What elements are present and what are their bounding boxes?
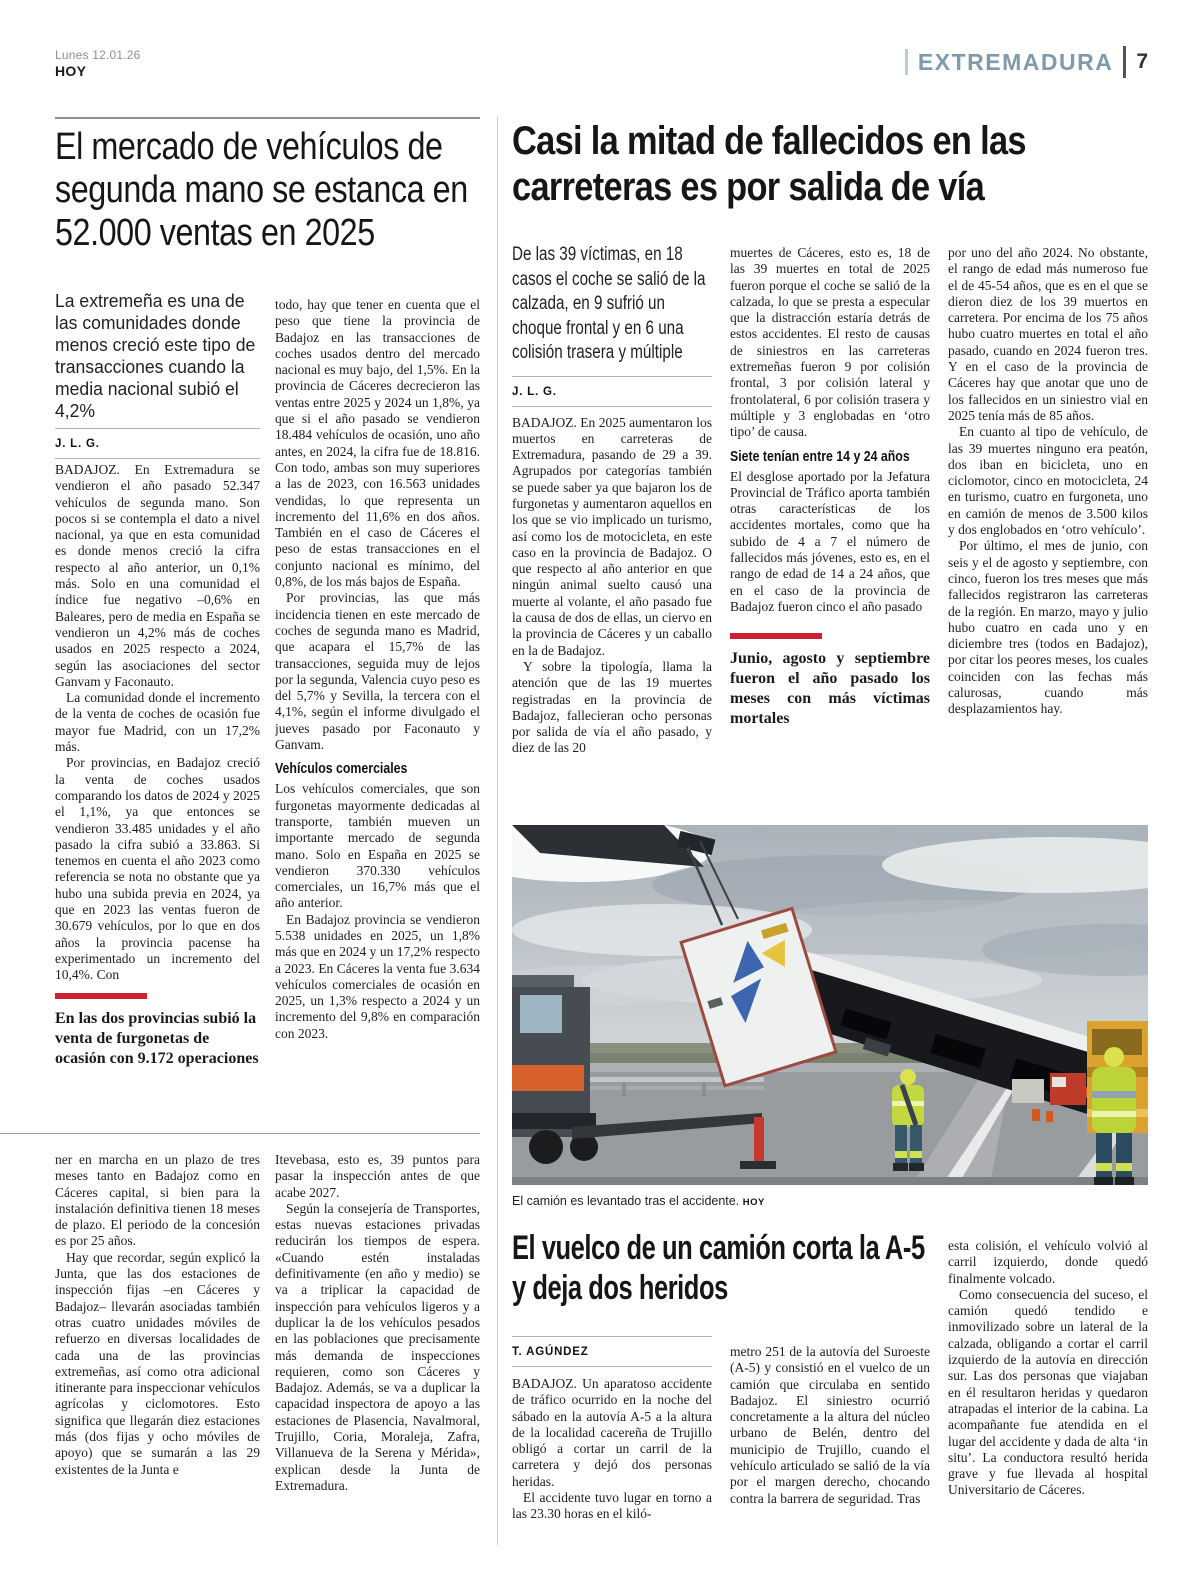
body-paragraph: En cuanto al tipo de vehículo, de las 39 muertes ninguno era peatón, dos iban en bicicleta, uno en ciclomotor, cinco en motocicleta, 24 en turismo, cuatro en furgoneta, uno en camión de menos de 3.500 kilos y dos englobados en ‘otro vehículo’. (948, 424, 1148, 538)
used-cars-subhead: Vehículos comerciales (275, 761, 408, 778)
newspaper-brand: HOY (55, 63, 87, 79)
body-paragraph: BADAJOZ. En 2025 aumentaron los muertos en carreteras de Extremadura, pasando de 29 a 39. Agrupados por categorías también se puede saber ya que bajaron los de furgonetas y aumentaron aquellos en los que se vio implicado un turismo, así como los de motocicleta, en este caso en la provincia de Badajoz. O que respecto al año anterior en que ningún animal suelto causó una muerte al volante, el año pasado fue la causa de dos de ellas, un ciervo en la provincia de Cáceres y un caballo en la de Badajoz. (512, 414, 712, 658)
body-paragraph: metro 251 de la autovía del Suroeste (A-5) y consistió en el vuelco de un camión que circulaba en sentido Badajoz. El siniestro ocurrió concretamente a la altura del núcleo urbano de Belén, dentro del municipio de Trujillo, cuando el vehículo articulado se salió de la vía por el margen derecho, chocando contra la barrera de seguridad. Tras (730, 1344, 930, 1506)
body-paragraph: BADAJOZ. En Extremadura se vendieron el año pasado 52.347 vehículos de segunda mano. Son pocos si se contempla el dato a nivel nacional, ya que en esta comunidad es donde menos creció la cifra respecto al año anterior, un 0,1% más. Solo en una comunidad el índice fue negativo –0,6% en Baleares, pero de media en España se vendieron un 4,2% más de coches usados en 2025 respecto a 2024, según las asociaciones del sector Ganvam y Faconauto. (55, 462, 260, 689)
road-deaths-col3 (948, 245, 1148, 820)
body-paragraph: muertes de Cáceres, esto es, 18 de las 39 muertes en total de 2025 fueron porque el coche se salió de la calzada, lo que se presta a especular que la distracción estaría detrás de estos accidentes. El resto de causas de siniestros en las carreteras extremeñas fueron 9 por colisión frontal, 3 por colisión lateral y frontolateral, 6 por colisión trasera y múltiple y 3 englobadas en ‘otro tipo’ de causa. (730, 245, 930, 440)
road-deaths-byline: J. L. G. (512, 385, 557, 398)
truck-overturn-col1 (512, 1376, 712, 1548)
used-cars-byline: J. L. G. (55, 438, 100, 450)
pull-quote-text: En las dos provincias subió la venta de furgonetas de ocasión con 9.172 operaciones (55, 1010, 259, 1067)
body-paragraph: La comunidad donde el incremento de la venta de coches de ocasión fue mayor fue Madrid, con un 17,2% más. (55, 690, 260, 755)
body-paragraph: En Badajoz provincia se vendieron 5.538 unidades en 2025, un 1,8% más que en 2024 y un 17,2% respecto a 2023. En Cáceres la venta fue 3.634 vehículos comerciales de ocasión en 2025, un 1,3% respecto a 2024 y un incremento del 9,8% en comparación con 2023. (275, 911, 480, 1041)
body-paragraph: Hay que recordar, según explicó la Junta, que las dos estaciones de inspección fijas –en Cáceres y Badajoz– llevarán asociadas también otras cuatro unidades móviles de refuerzo en diversas localidades de cada una de las provincias extremeñas, así como otra adicional itinerante para inspeccionar vehículos agrícolas y ciclomotores. Esto significa que llegarán diez estaciones más (dos fijas y ocho móviles de apoyo) que se sumarán a las 29 existentes de la Junta e (55, 1249, 260, 1477)
body-paragraph: Por último, el mes de junio, con seis y el de agosto y septiembre, con cinco, fueron los tres meses que más fallecidos registraron las carreteras de la región. En marzo, mayo y julio hubo cuatro en cada uno y en diciembre tres (todos en Badajoz), por citar los peores meses, los cuales coinciden con las fechas más calurosas, cuando más desplazamientos hay. (948, 538, 1148, 717)
road-deaths-col2-part1 (730, 245, 930, 441)
body-paragraph: por uno del año 2024. No obstante, el rango de edad más numeroso fue el de 45-54 años, que es en el que se dieron diez de los 39 muertos en carretera. Por encima de los 75 años hubo cuatro muertes en total el año pasado, cuando en 2024 fueron tres. Y en el caso de la provincia de Cáceres hay que anotar que uno de los fallecidos en un siniestro vial en 2025 tenía más de 85 años. (948, 245, 1148, 423)
truck-overturn-col2 (730, 1344, 930, 1550)
section-title: EXTREMADURA (917, 48, 1114, 75)
body-paragraph: Por provincias, las que más incidencia tienen en este mercado de coches de segunda mano es Madrid, que acapara el 15,7% de las transacciones, seguida muy de lejos por la segunda, Valencia cuyo peso es del 5,7% y Sevilla, la tercera con el 4,1%, según el informe divulgado el jueves pasado por Faconauto y Ganvam. (275, 590, 480, 753)
page-date: Lunes 12.01.26 (55, 48, 141, 62)
road-deaths-byline-box (512, 376, 712, 407)
body-paragraph: Y sobre la tipología, llama la atención que de las 19 muertes registradas en la provincia de Badajoz, fallecieran ocho personas por salida de vía el año pasado, y diez de las 20 (512, 658, 712, 756)
road-deaths-col1 (512, 243, 712, 820)
itv-continuation-col2 (275, 1152, 480, 1545)
truck-overturn-col3 (948, 1238, 1148, 1550)
used-cars-col2-part2 (275, 781, 480, 1042)
pull-quote-red-bar (55, 993, 147, 999)
pull-quote-red-bar (730, 633, 822, 639)
section-bar-right (1123, 46, 1126, 78)
truck-overturn-byline-box (512, 1336, 712, 1367)
section-bar-left (905, 49, 908, 75)
body-paragraph: esta colisión, el vehículo volvió al carril izquierdo, donde quedó finalmente volcado. (948, 1238, 1148, 1286)
truck-overturn-byline: T. AGÚNDEZ (512, 1346, 589, 1358)
road-deaths-body-col1 (512, 415, 712, 757)
body-paragraph: todo, hay que tener en cuenta que el peso que tiene la provincia de Badajoz en las transacciones de coches usados dentro del mercado nacional es muy bajo, del 1,5%. En la provincia de Cáceres decrecieron las ventas entre 2025 y 2024 un 1,8%, ya que si el año pasado se vendieron 18.484 vehículos de ocasión, uno año antes, en 2024, la cifra fue de 18.816. Con todo, ambas son muy superiores a las de 2023, con 16.563 unidades vendidas, lo que representa un incremento del 11,6% en dos años. También en el caso de Cáceres el peso de estas transacciones en el conjunto nacional es mínimo, del 0,8%, de los más bajos de España. (275, 297, 480, 590)
body-paragraph: BADAJOZ. Un aparatoso accidente de tráfico ocurrido en la noche del sábado en la autovía A-5 a la altura de la localidad cacereña de Trujillo obligó a cortar un carril de la carretera y dejó dos personas heridas. (512, 1376, 712, 1489)
road-deaths-col2 (730, 245, 930, 820)
pull-quote-text: Junio, agosto y septiembre fueron el año pasado los meses con más víctimas mortales (730, 650, 930, 728)
continuation-top-rule (0, 1133, 480, 1134)
road-deaths-deck: De las 39 víctimas, en 18 casos el coche se salió de la calzada, en 9 sufrió un choque frontal y en 6 una colisión trasera y múltiple (512, 244, 706, 363)
road-deaths-headline: Casi la mitad de fallecidos en las carreteras es por salida de vía (512, 119, 1026, 209)
used-cars-byline-box (55, 428, 260, 459)
body-paragraph: El desglose aportado por la Jefatura Provincial de Tráfico aporta también otras características de los accidentes mortales, como que ha subido de 4 a 7 el número de fallecidos más jóvenes, esto es, en el rango de edad de 14 a 24 años, que en el caso de la provincia de Badajoz fueron cinco el año pasado (730, 468, 930, 614)
used-cars-body-col1 (55, 462, 260, 990)
accident-photo (512, 825, 1148, 1185)
truck-overturn-headline: El vuelco de un camión corta la A-5 y deja dos heridos (512, 1229, 925, 1307)
body-paragraph: Itevebasa, esto es, 39 puntos para pasar la inspección antes de que acabe 2027. (275, 1152, 480, 1200)
body-paragraph: Como consecuencia del suceso, el camión quedó tendido e inmovilizado sobre un lateral de la calzada, obligando a cortar el carril izquierdo de la autovía en dirección sur. Las dos personas que viajaban en él resultaron heridas y quedaron atrapadas el interior de la cabina. La acompañante fue atendida en el lugar del accidente y dada de alta ‘in situ’. La conductora resultó herida grave y fue llevada al hospital Universitario de Cáceres. (948, 1286, 1148, 1498)
used-cars-pull-quote (55, 993, 260, 1069)
body-paragraph: El accidente tuvo lugar en torno a las 23.30 horas en el kiló- (512, 1490, 712, 1522)
photo-credit: HOY (742, 1197, 765, 1208)
used-cars-body-col2 (275, 297, 480, 1133)
page-number: 7 (1136, 50, 1148, 73)
body-paragraph: Según la consejería de Transportes, estas nuevas estaciones privadas reducirán los tiempos de espera. «Cuando estén instaladas definitivamente (en año y medio) se va a triplicar la capacidad de inspección para vehículos ligeros y a duplicar la de los vehículos pesados en las poblaciones que precisamente más demanda de inspecciones requieren, como son Cáceres y Badajoz. Además, se va a duplicar la capacidad inspectora de apoyo a las estaciones de Plasencia, Navalmoral, Trujillo, Coria, Moraleja, Zafra, Villanueva de la Serena y Mérida», explican desde la Junta de Extremadura. (275, 1200, 480, 1493)
body-paragraph: Los vehículos comerciales, que son furgonetas mayormente dedicadas al transporte, también mueven un importante mercado de segunda mano. Solo en España en 2025 se vendieron 370.330 vehículos comerciales, un 16,7% más que el año anterior. (275, 781, 480, 911)
road-deaths-pull-quote (730, 633, 930, 729)
used-cars-col2-part1 (275, 297, 480, 753)
road-deaths-col2-part2 (730, 469, 930, 616)
left-article-top-rule (55, 117, 480, 119)
section-header (905, 46, 1148, 78)
body-paragraph: ner en marcha en un plazo de tres meses tanto en Badajoz como en Cáceres capital, si bien para la instalación definitiva tienen 18 meses de plazo. El periodo de la concesión es por 25 años. (55, 1152, 260, 1249)
photo-caption-text: El camión es levantado tras el accidente. (512, 1194, 740, 1208)
road-deaths-subhead: Siete tenían entre 14 y 24 años (730, 448, 910, 465)
body-paragraph: Por provincias, en Badajoz creció la venta de coches usados comparando los datos de 2024 y 2025 el 1,1%, ya que entonces se vendieron 33.485 unidades y el año pasado la cifra subió a 33.863. Si tenemos en cuenta el año 2023 como referencia se nota no obstante que ya hubo una subida previa en 2024, ya que en 2023 las ventas fueron de 30.679 vehículos, por lo que en dos años la provincia pacense ha experimentado un incremento del 10,4%. Con (55, 755, 260, 983)
accident-photo-illustration (512, 825, 1148, 1185)
vertical-section-divider (497, 117, 498, 1545)
used-cars-headline: El mercado de vehículos de segunda mano se estanca en 52.000 ventas en 2025 (55, 126, 468, 254)
itv-continuation-col1 (55, 1152, 260, 1545)
used-cars-deck: La extremeña es una de las comunidades donde menos creció este tipo de transacciones cuando la media nacional subió el 4,2% (55, 290, 256, 421)
photo-caption (512, 1194, 1148, 1208)
